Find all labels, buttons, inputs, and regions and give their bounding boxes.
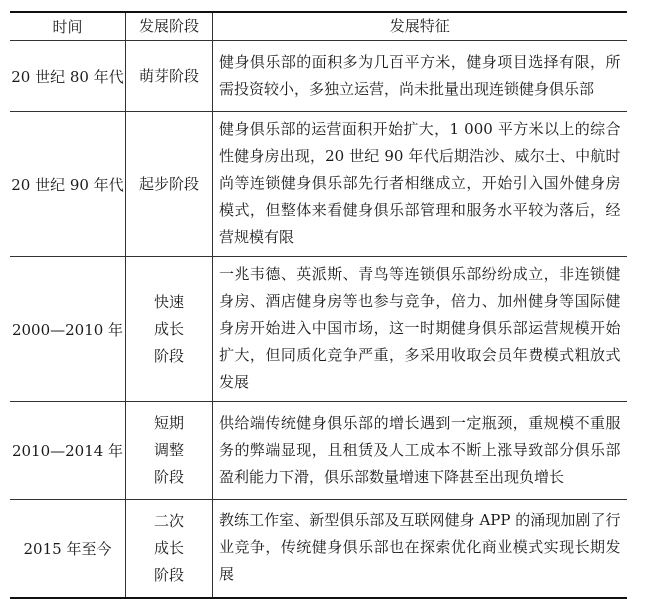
row-time: 20 世纪 80 年代 bbox=[11, 67, 124, 86]
row-time: 2010—2014 年 bbox=[11, 442, 124, 460]
row-features: 健身俱乐部的运营面积开始扩大，1 000 平方米以上的综合性健身房出现，20 世纪 90 年代后期浩沙、威尔士、中航时尚等连锁健身俱乐部先行者相继成立，开始引入国外健身房模式，但整体来看健身俱乐部管理和服务水平较为落后，经营规模有限 bbox=[213, 112, 627, 257]
header-features: 发展特征 bbox=[213, 12, 627, 41]
table-row bbox=[10, 500, 627, 598]
row-stage: 快速成长阶段 bbox=[153, 292, 184, 365]
row-time: 2015 年至今 bbox=[23, 539, 112, 558]
row-stage: 起步阶段 bbox=[126, 112, 213, 257]
header-time: 时间 bbox=[52, 18, 83, 36]
header-stage: 发展阶段 bbox=[126, 12, 213, 41]
table-row bbox=[10, 257, 627, 402]
row-stage: 短期调整阶段 bbox=[153, 414, 184, 486]
row-features: 健身俱乐部的面积多为几百平方米，健身项目选择有限，所需投资较小，多独立运营，尚未批量出现连锁健身俱乐部 bbox=[213, 41, 627, 112]
row-features: 一兆韦德、英派斯、青鸟等连锁俱乐部纷纷成立，非连锁健身房、酒店健身房等也参与竞争，倍力、加州健身等国际健身房开始进入中国市场，这一时期健身俱乐部运营规模开始扩大，但同质化竞争严重，多采用收取会员年费模式粗放式发展 bbox=[213, 257, 627, 402]
row-stage: 二次成长阶段 bbox=[153, 511, 184, 584]
table-row bbox=[10, 41, 627, 112]
table-header-row bbox=[10, 12, 627, 41]
table-row bbox=[10, 402, 627, 500]
row-features: 教练工作室、新型俱乐部及互联网健身 APP 的涌现加剧了行业竞争，传统健身俱乐部也在探索优化商业模式实现长期发展 bbox=[213, 500, 627, 598]
development-stages-table bbox=[10, 11, 627, 599]
row-features: 供给端传统健身俱乐部的增长遇到一定瓶颈，重规模不重服务的弊端显现，且租赁及人工成本不断上涨导致部分俱乐部盈利能力下滑，俱乐部数量增速下降甚至出现负增长 bbox=[213, 402, 627, 500]
row-time: 20 世纪 90 年代 bbox=[11, 175, 124, 194]
table-row bbox=[10, 112, 627, 257]
row-time: 2000—2010 年 bbox=[11, 320, 124, 339]
row-stage: 萌芽阶段 bbox=[126, 41, 213, 112]
